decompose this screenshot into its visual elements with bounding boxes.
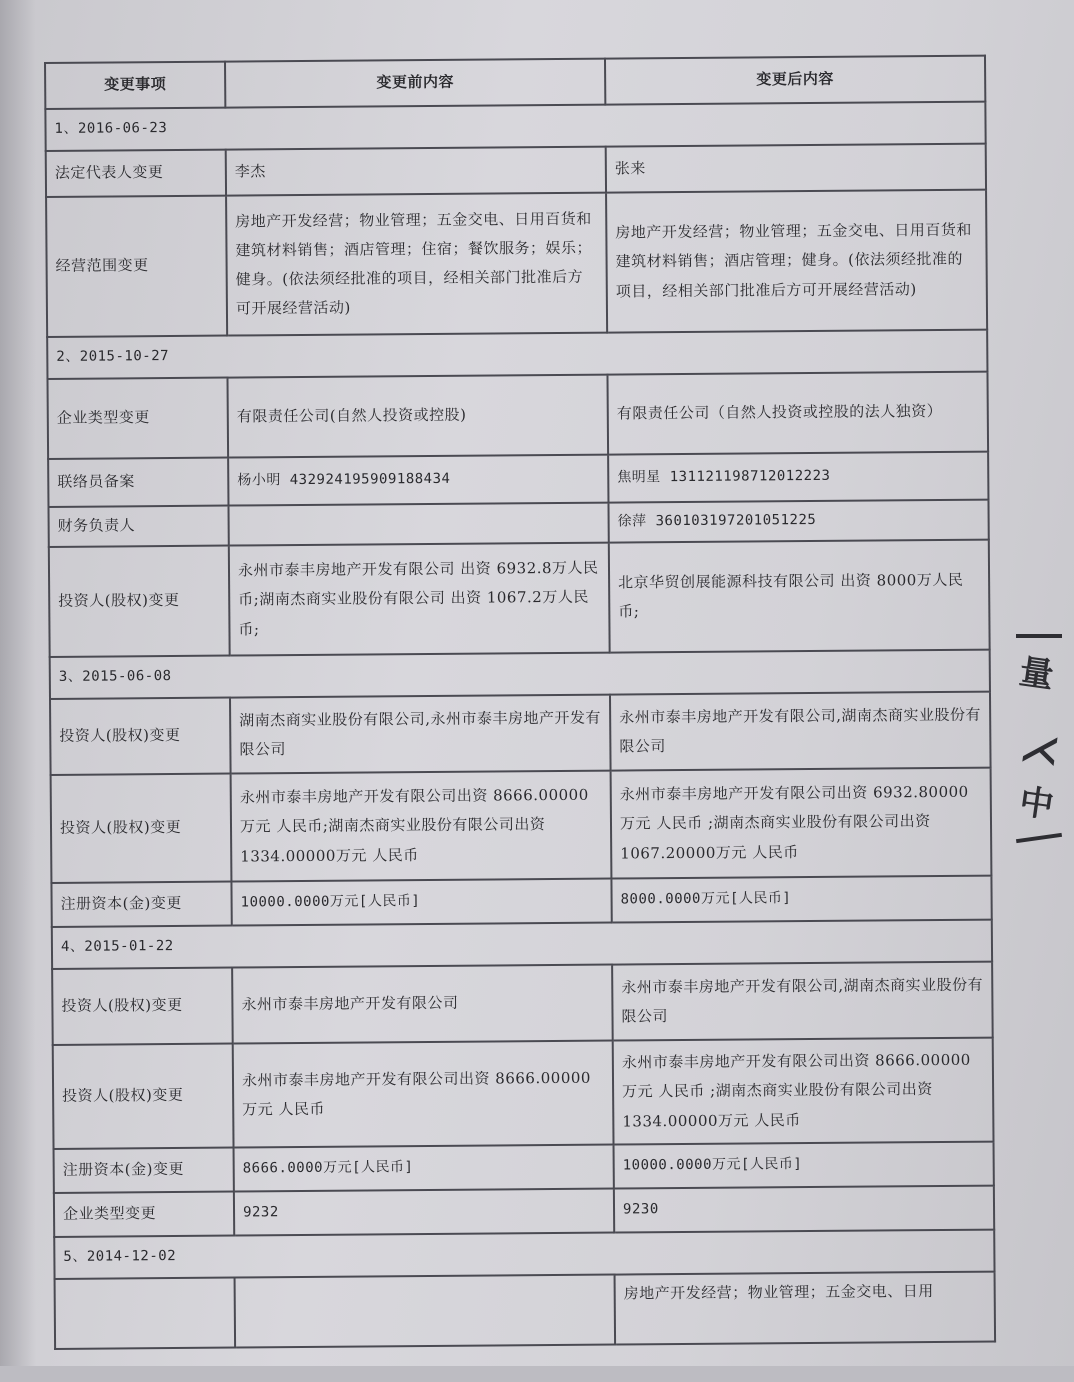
change-item: 投资人(股权)变更 bbox=[49, 546, 230, 657]
section-date-row bbox=[50, 650, 990, 699]
before-content: 永州市泰丰房地产开发有限公司出资 8666.00000万元 人民币;湖南杰商实业股份有限公司出资 1334.00000万元 人民币 bbox=[231, 771, 612, 882]
after-content: 9230 bbox=[614, 1186, 994, 1233]
stamp-mark: ⋌ bbox=[1016, 723, 1064, 775]
section-date-row bbox=[54, 1230, 994, 1279]
after-content: 张来 bbox=[606, 144, 986, 193]
change-item bbox=[55, 1278, 236, 1349]
after-content: 有限责任公司（自然人投资或控股的法人独资） bbox=[607, 372, 988, 455]
before-content: 房地产开发经营；物业管理；五金交电、日用百货和建筑材料销售；酒店管理；住宿；餐饮服务；娱乐；健身。(依法须经批准的项目，经相关部门批准后方可开展经营活动) bbox=[226, 193, 607, 336]
table-row bbox=[54, 1186, 994, 1237]
change-item: 经营范围变更 bbox=[46, 196, 227, 337]
before-content: 永州市泰丰房地产开发有限公司 出资 6932.8万人民币;湖南杰商实业股份有限公司 出资 1067.2万人民币; bbox=[229, 543, 610, 656]
change-item: 注册资本(金)变更 bbox=[51, 882, 231, 927]
table-row bbox=[47, 372, 988, 459]
after-content: 8000.0000万元[人民币] bbox=[611, 876, 991, 923]
table-header-row bbox=[45, 56, 985, 109]
change-item: 投资人(股权)变更 bbox=[50, 698, 231, 775]
stamp-char: 中 bbox=[1016, 781, 1057, 827]
change-item: 财务负责人 bbox=[48, 506, 228, 547]
change-item: 联络员备案 bbox=[48, 458, 228, 507]
section-date: 2、2015-10-27 bbox=[47, 330, 987, 379]
table-row bbox=[51, 876, 991, 927]
stamp-bar bbox=[1016, 634, 1062, 638]
after-content: 永州市泰丰房地产开发有限公司出资 8666.00000万元 人民币 ;湖南杰商实业股份有限公司出资 1334.00000万元 人民币 bbox=[613, 1038, 994, 1145]
change-item: 投资人(股权)变更 bbox=[52, 968, 233, 1045]
after-content: 永州市泰丰房地产开发有限公司,湖南杰商实业股份有限公司 bbox=[610, 692, 991, 771]
before-content: 10000.0000万元[人民币] bbox=[231, 879, 611, 926]
margin-stamp bbox=[1014, 630, 1074, 860]
before-content: 杨小明 432924195909188434 bbox=[228, 455, 608, 506]
table-row bbox=[51, 768, 992, 883]
table-row bbox=[48, 452, 988, 507]
before-content bbox=[235, 1275, 616, 1348]
section-date: 1、2016-06-23 bbox=[45, 102, 985, 151]
change-item: 企业类型变更 bbox=[54, 1192, 234, 1237]
after-content: 房地产开发经营；物业管理；五金交电、日用百货和建筑材料销售；酒店管理；健身。(依法须经批准的项目，经相关部门批准后方可开展经营活动) bbox=[606, 190, 987, 333]
table-row bbox=[46, 190, 987, 337]
before-content: 9232 bbox=[234, 1189, 614, 1236]
before-content: 8666.0000万元[人民币] bbox=[234, 1145, 614, 1192]
table-row bbox=[54, 1142, 994, 1193]
section-date: 4、2015-01-22 bbox=[52, 920, 992, 969]
table-row bbox=[53, 1038, 994, 1149]
change-record-sheet bbox=[44, 55, 996, 1382]
header-after: 变更后内容 bbox=[605, 56, 985, 105]
before-content: 湖南杰商实业股份有限公司,永州市泰丰房地产开发有限公司 bbox=[230, 695, 611, 774]
before-content bbox=[228, 503, 608, 546]
table-row bbox=[49, 540, 990, 657]
before-content: 有限责任公司(自然人投资或控股) bbox=[227, 375, 608, 458]
after-content: 焦明星 131121198712012223 bbox=[608, 452, 988, 503]
after-content: 徐萍 360103197201051225 bbox=[608, 500, 988, 543]
after-content: 北京华贸创展能源科技有限公司 出资 8000万人民币; bbox=[609, 540, 990, 653]
change-item: 投资人(股权)变更 bbox=[51, 774, 232, 883]
change-item: 投资人(股权)变更 bbox=[53, 1044, 234, 1149]
section-date: 3、2015-06-08 bbox=[50, 650, 990, 699]
change-item: 企业类型变更 bbox=[47, 378, 228, 459]
section-date-row bbox=[52, 920, 992, 969]
table-row bbox=[55, 1272, 996, 1349]
page-gutter-shadow bbox=[0, 0, 36, 1366]
change-record-table bbox=[44, 55, 996, 1350]
change-item: 注册资本(金)变更 bbox=[54, 1148, 234, 1193]
before-content: 永州市泰丰房地产开发有限公司出资 8666.00000万元 人民币 bbox=[233, 1041, 614, 1148]
section-date: 5、2014-12-02 bbox=[54, 1230, 994, 1279]
header-change-item: 变更事项 bbox=[45, 62, 225, 109]
after-content: 房地产开发经营；物业管理；五金交电、日用 bbox=[615, 1272, 996, 1345]
before-content: 永州市泰丰房地产开发有限公司 bbox=[232, 965, 613, 1044]
header-before: 变更前内容 bbox=[225, 59, 605, 108]
after-content: 10000.0000万元[人民币] bbox=[614, 1142, 994, 1189]
after-content: 永州市泰丰房地产开发有限公司,湖南杰商实业股份有限公司 bbox=[612, 962, 993, 1041]
after-content: 永州市泰丰房地产开发有限公司出资 6932.80000万元 人民币 ;湖南杰商实业股份有限公司出资 1067.20000万元 人民币 bbox=[611, 768, 992, 879]
change-item: 法定代表人变更 bbox=[46, 150, 226, 197]
section-date-row bbox=[45, 102, 985, 151]
section-date-row bbox=[47, 330, 987, 379]
before-content: 李杰 bbox=[226, 147, 606, 196]
table-row bbox=[46, 144, 986, 197]
stamp-bar bbox=[1016, 833, 1062, 843]
table-row bbox=[50, 692, 991, 775]
table-row bbox=[52, 962, 993, 1045]
stamp-char: 量 bbox=[1016, 651, 1057, 697]
